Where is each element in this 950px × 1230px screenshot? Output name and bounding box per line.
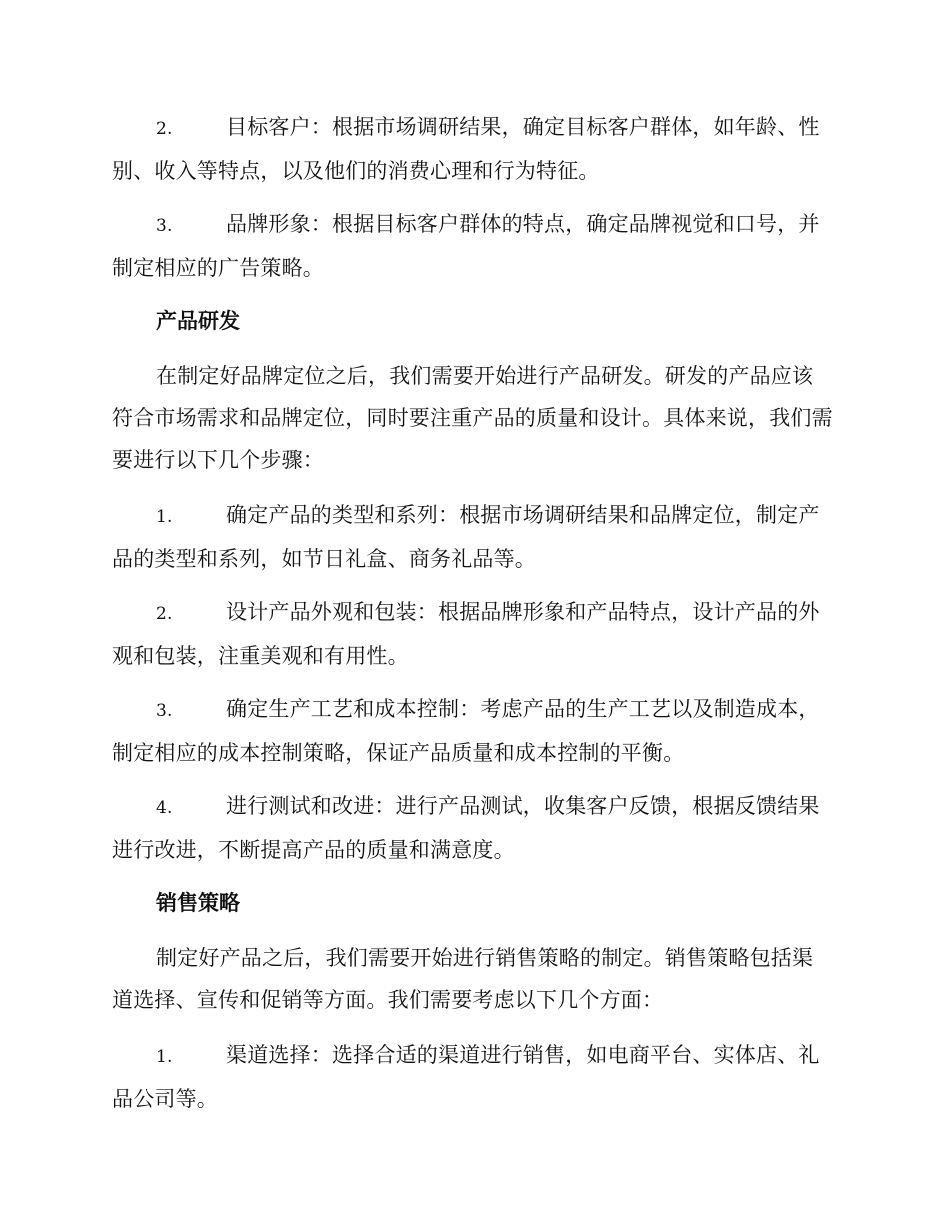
list-item-channel-selection	[112, 1034, 834, 1120]
list-item-production-cost	[112, 688, 834, 774]
list-item-text: 进行测试和改进：进行产品测试，收集客户反馈，根据反馈结果进行改进，不断提高产品的质量和满意度。	[112, 794, 820, 862]
list-item-product-design	[112, 591, 834, 677]
list-item-text: 品牌形象：根据目标客户群体的特点，确定品牌视觉和口号，并制定相应的广告策略。	[112, 212, 820, 280]
list-item-product-type	[112, 494, 834, 580]
list-item-text: 设计产品外观和包装：根据品牌形象和产品特点，设计产品的外观和包装，注重美观和有用性。	[112, 600, 820, 668]
list-number: 1.	[156, 1047, 173, 1067]
section-heading-sales-strategy: 销售策略	[156, 890, 240, 915]
list-item-testing	[112, 785, 834, 871]
sales-strategy-intro-paragraph: 制定好产品之后，我们需要开始进行销售策略的制定。销售策略包括渠道选择、宣传和促销等方面。我们需要考虑以下几个方面：	[112, 946, 814, 1012]
list-number: 2.	[156, 119, 173, 139]
list-item-text: 目标客户：根据市场调研结果，确定目标客户群体，如年龄、性别、收入等特点，以及他们的消费心理和行为特征。	[112, 115, 820, 183]
section-heading-product-rd: 产品研发	[156, 308, 240, 333]
list-number: 3.	[156, 701, 173, 721]
list-number: 2.	[156, 604, 173, 624]
list-item-text: 渠道选择：选择合适的渠道进行销售，如电商平台、实体店、礼品公司等。	[112, 1043, 820, 1111]
list-item-target-customers	[112, 106, 834, 192]
list-number: 3.	[156, 216, 173, 236]
list-number: 1.	[156, 507, 173, 527]
list-item-text: 确定产品的类型和系列：根据市场调研结果和品牌定位，制定产品的类型和系列，如节日礼盒、商务礼品等。	[112, 503, 820, 571]
list-item-brand-image	[112, 203, 834, 289]
list-item-text: 确定生产工艺和成本控制：考虑产品的生产工艺以及制造成本，制定相应的成本控制策略，保证产品质量和成本控制的平衡。	[112, 697, 820, 765]
product-rd-intro-paragraph: 在制定好品牌定位之后，我们需要开始进行产品研发。研发的产品应该符合市场需求和品牌定位，同时要注重产品的质量和设计。具体来说，我们需要进行以下几个步骤：	[112, 364, 833, 472]
list-number: 4.	[156, 798, 173, 818]
